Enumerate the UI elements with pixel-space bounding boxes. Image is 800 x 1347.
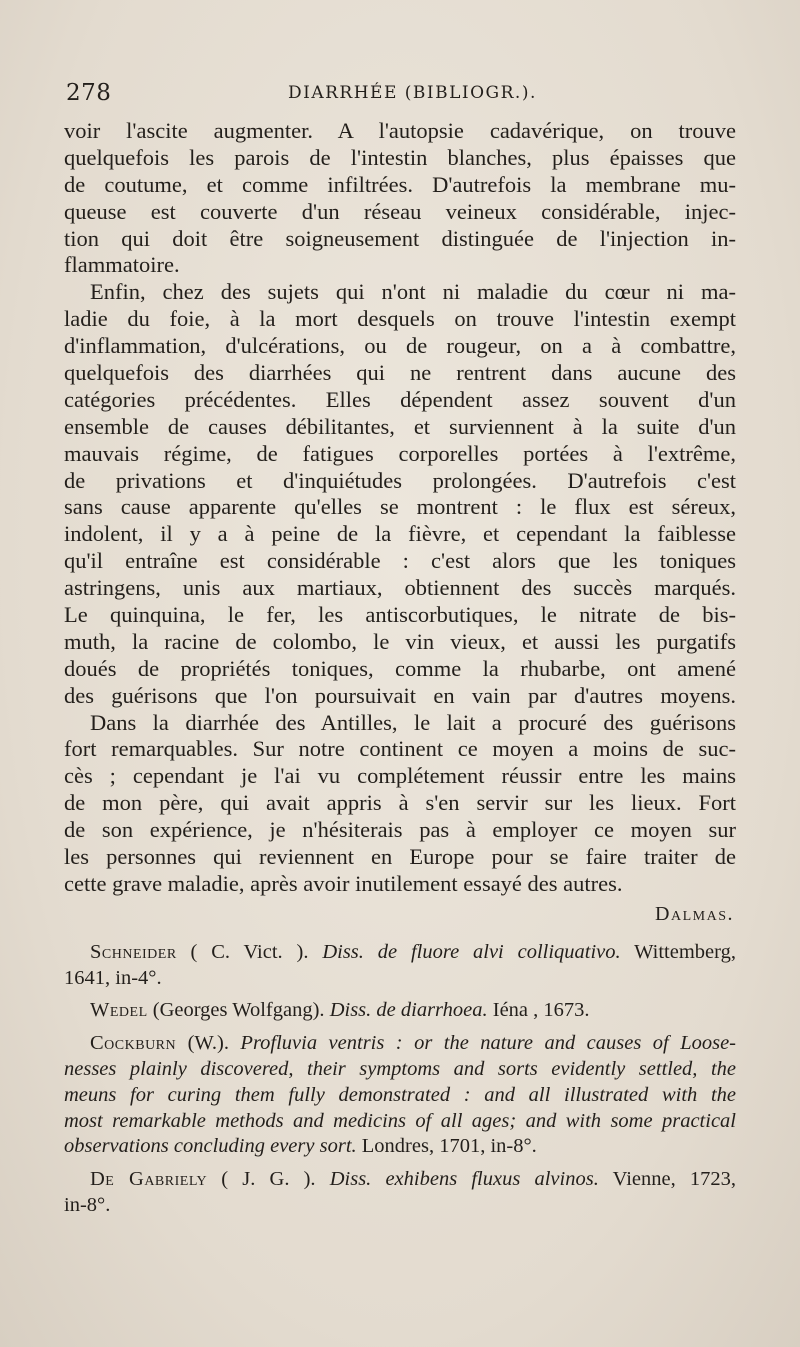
text-line: fort remarquables. Sur notre continent ce moyen a moins de suc- — [64, 736, 736, 762]
bib-line: 1641, in-4°. — [64, 966, 162, 989]
bib-line: meuns for curing them fully demonstrated : and all illustrated with the — [64, 1083, 736, 1106]
text-line: de privations et d'inquiétudes prolongées. D'autrefois c'est — [64, 467, 736, 493]
bib-entry-cockburn — [64, 1031, 736, 1160]
text-line: tion qui doit être soigneusement distinguée de l'injection in- — [64, 225, 736, 251]
text-line: de mon père, qui avait appris à s'en servir sur les lieux. Fort — [64, 790, 736, 816]
bib-entry-schneider — [64, 940, 736, 992]
bib-line: nesses plainly discovered, their symptoms and sorts evidently settled, the — [64, 1058, 736, 1081]
text-line: des guérisons que l'on poursuivait en vain par d'autres moyens. — [64, 682, 736, 708]
text-line: queuse est couverte d'un réseau veineux considérable, injec- — [64, 198, 736, 224]
text-line: doués de propriétés toniques, comme la rhubarbe, ont amené — [64, 655, 736, 681]
text-line: catégories précédentes. Elles dépendent assez souvent d'un — [64, 386, 736, 412]
bib-title: observations concluding every sort. — [64, 1135, 357, 1158]
bib-title: Diss. de fluore alvi colliquativo. — [322, 940, 621, 963]
author-signature: Dalmas. — [655, 902, 734, 925]
running-head: DIARRHÉE (BIBLIOGR.). — [288, 83, 537, 103]
bib-line: most remarkable methods and medicins of all ages; and with some practical — [64, 1109, 736, 1132]
bibliography — [64, 940, 736, 1219]
bib-title: Profluvia ventris : or the nature and causes of Loose- — [240, 1032, 736, 1055]
bib-line: Cockburn (W.). Profluvia ventris : or the nature and causes of Loose- — [90, 1032, 736, 1055]
text-line: quelquefois les parois de l'intestin blanches, plus épaisses que — [64, 144, 736, 170]
text-line: Le quinquina, le fer, les antiscorbutiques, le nitrate de bis- — [64, 602, 736, 628]
bib-title: Diss. de diarrhoea. — [329, 999, 488, 1022]
bib-author: Cockburn — [90, 1032, 177, 1055]
text-line: quelquefois des diarrhées qui ne rentrent dans aucune des — [64, 360, 736, 386]
bib-entry-gabriely — [64, 1167, 736, 1219]
bib-line: De Gabriely ( J. G. ). Diss. exhibens fluxus alvinos. Vienne, 1723, — [90, 1168, 736, 1191]
text-line: d'inflammation, d'ulcérations, ou de rougeur, on a à combattre, — [64, 333, 736, 359]
text-line: Dans la diarrhée des Antilles, le lait a procuré des guérisons — [90, 709, 736, 735]
text-line: ladie du foie, à la mort desquels on trouve l'intestin exempt — [64, 306, 736, 332]
bib-line: observations concluding every sort. Londres, 1701, in-8°. — [64, 1135, 537, 1158]
text-line: cès ; cependant je l'ai vu complétement réussir entre les mains — [64, 763, 736, 789]
text-line: qu'il entraîne est considérable : c'est alors que les toniques — [64, 548, 736, 574]
bib-author: Schneider — [90, 940, 177, 963]
bib-author: Wedel — [90, 999, 148, 1022]
text-line: les personnes qui reviennent en Europe pour se faire traiter de — [64, 844, 736, 870]
bib-title: Diss. exhibens fluxus alvinos. — [329, 1168, 599, 1191]
text-line: de son expérience, je n'hésiterais pas à employer ce moyen sur — [64, 817, 736, 843]
paragraph-enfin — [64, 279, 736, 709]
page-header — [66, 80, 734, 114]
text-line: voir l'ascite augmenter. A l'autopsie cadavérique, on trouve — [64, 118, 736, 143]
bib-entry-wedel — [64, 998, 736, 1024]
bib-line: Schneider ( C. Vict. ). Diss. de fluore alvi colliquativo. Wittemberg, — [90, 940, 736, 963]
text-line: de coutume, et comme infiltrées. D'autrefois la membrane mu- — [64, 171, 736, 197]
text-line: ensemble de causes débilitantes, et surviennent à la suite d'un — [64, 413, 736, 439]
page-number: 278 — [66, 80, 112, 106]
text-line: muth, la racine de colombo, le vin vieux, et aussi les purgatifs — [64, 628, 736, 654]
text-line: Enfin, chez des sujets qui n'ont ni maladie du cœur ni ma- — [90, 279, 736, 305]
bib-line: in-8°. — [64, 1194, 111, 1216]
text-line: flammatoire. — [64, 252, 180, 278]
paragraph-continued — [64, 118, 736, 279]
text-line: mauvais régime, de fatigues corporelles portées à l'extrême, — [64, 440, 736, 466]
bib-author: De Gabriely — [90, 1168, 208, 1191]
text-line: sans cause apparente qu'elles se montrent : le flux est séreux, — [64, 494, 736, 520]
text-line: cette grave maladie, après avoir inutilement essayé des autres. — [64, 870, 623, 896]
text-line: astringens, unis aux martiaux, obtiennent des succès marqués. — [64, 575, 736, 601]
text-line: indolent, il y a à peine de la fièvre, et cependant la faiblesse — [64, 521, 736, 547]
bib-line: Wedel (Georges Wolfgang). Diss. de diarrhoea. Iéna , 1673. — [90, 999, 590, 1022]
paragraph-antilles — [64, 710, 736, 898]
page-content — [64, 118, 736, 1226]
